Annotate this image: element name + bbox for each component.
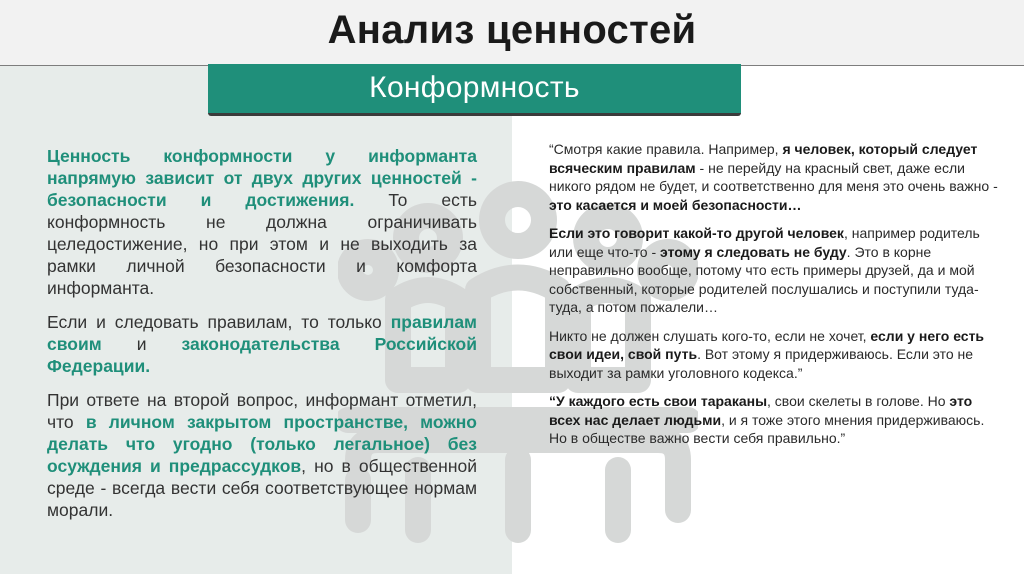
- body-text: и: [101, 334, 182, 354]
- quote-text: , и я тоже этого мнения придерживаюсь. Но в обществе важно вести себя правильно.”: [549, 411, 985, 446]
- quote-bold: “У каждого есть свои тараканы: [549, 393, 768, 409]
- quote-bold: я человек, который следует всяческим правилам: [549, 141, 978, 176]
- quote-paragraph: [549, 327, 999, 383]
- quote-paragraph: [549, 140, 999, 214]
- quote-text: Никто не должен слушать кого-то, если не хочет,: [549, 327, 871, 344]
- quote-text: . Вот этому я придерживаюсь. Если это не выходит за рамки уголовного кодекса.”: [549, 346, 974, 381]
- quote-bold: это всех нас делает людьми: [549, 393, 973, 428]
- summary-paragraph: [47, 145, 477, 299]
- quotes-column: [549, 140, 999, 458]
- body-text: То есть конформность не должна ограничивать целедостижение, но при этом и не выходить за рамки личной безопасности и комфорта информанта.: [47, 190, 477, 298]
- summary-paragraph: [47, 311, 477, 377]
- page-title: Анализ ценностей: [327, 8, 697, 52]
- section-banner: [208, 64, 741, 116]
- quote-text: “Смотря какие правила. Например,: [549, 141, 783, 157]
- left-summary: [47, 145, 477, 533]
- quote-bold: Если это говорит какой-то другой человек: [549, 225, 844, 241]
- summary-paragraph: [47, 389, 477, 521]
- highlight-text: законодательства Российской Федерации.: [47, 334, 477, 376]
- quote-bold: это касается и моей безопасности…: [549, 196, 802, 213]
- section-subtitle: Конформность: [369, 71, 580, 104]
- quote-text: - не перейду на красный свет, даже если никого рядом не будет, и соответственно для меня это очень важно -: [549, 159, 998, 194]
- highlight-text: правилам своим: [47, 312, 477, 354]
- quote-text: , свои скелеты в голове. Но: [767, 393, 950, 409]
- highlight-text: Ценность конформности у информанта напрямую зависит от двух других ценностей - безопасности и достижения.: [47, 146, 477, 210]
- quote-paragraph: [549, 224, 999, 317]
- highlight-text: в личном закрытом пространстве, можно делать что угодно (только легальное) без осуждения и предрассудков: [47, 412, 477, 476]
- quote-paragraph: [549, 392, 999, 448]
- body-text: При ответе на второй вопрос, информант отметил, что: [47, 390, 477, 432]
- header-bar: [0, 0, 1024, 66]
- quote-bold: этому я следовать не буду: [660, 243, 847, 260]
- body-text: , но в общественной среде - всегда вести себя соответствующее нормам морали.: [47, 456, 477, 520]
- quote-text: . Это в корне неправильно вообще, потому что есть примеры друзей, да и мой собственный, которые родителей послушались и поступили туда-туда, а потом пожалели…: [549, 243, 979, 315]
- quote-bold: если у него есть свои идеи, свой путь: [549, 327, 985, 362]
- body-text: Если и следовать правилам, то только: [47, 312, 391, 332]
- quote-text: , например родитель или еще что-то -: [549, 225, 980, 260]
